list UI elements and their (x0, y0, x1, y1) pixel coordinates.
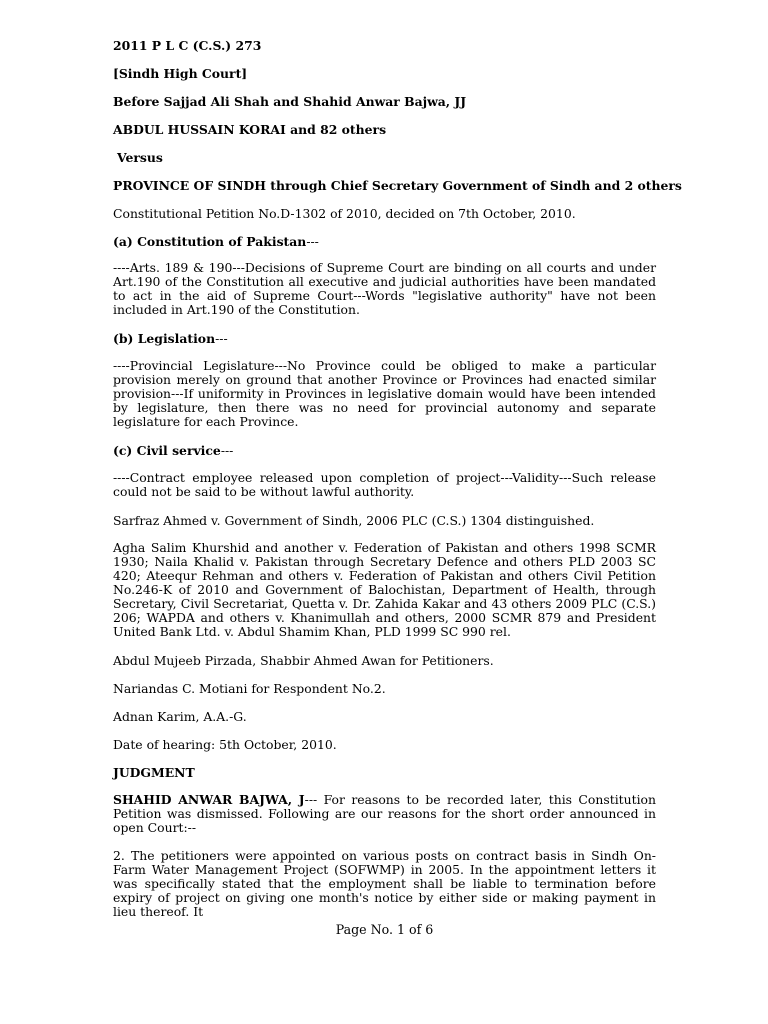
headnote-a-text: ----Arts. 189 & 190---Decisions of Supreme Court are binding on all courts and under Art.190 of the Constitution all executive and judicial authorities have been mandated to act in the aid of Supreme Court---Words "legislative authority" have not been included in Art.190 of the Constitution. (113, 260, 656, 317)
counsel-respondent: Nariandas C. Motiani for Respondent No.2. (113, 681, 386, 696)
headnote-c-text: ----Contract employee released upon completion of project---Validity---Such release could not be said to be without lawful authority. (113, 470, 656, 499)
counsel-aag: Adnan Karim, A.A.-G. (113, 709, 247, 724)
case-distinguished: Sarfraz Ahmed v. Government of Sindh, 2006 PLC (C.S.) 1304 distinguished. (113, 513, 595, 528)
counsel-petitioners: Abdul Mujeeb Pirzada, Shabbir Ahmed Awan for Petitioners. (113, 653, 494, 668)
headnote-a-dashes: --- (306, 234, 319, 249)
respondent-name: PROVINCE OF SINDH through Chief Secretary Government of Sindh and 2 others (113, 178, 682, 193)
judgment-para-1-text: --- For reasons to be recorded later, this Constitution Petition was dismissed. Following are our reasons for the short order announced in open Court:-- (113, 792, 656, 835)
hearing-date: Date of hearing: 5th October, 2010. (113, 737, 337, 752)
headnote-b-text: ----Provincial Legislature---No Province could be obliged to make a particular provision merely on ground that another Province or Provinces had enacted similar provision---If uniformity in Provinces in legislative domain would have been intended by legislature, then there was no need for provincial autonomy and separate legislature for each Province. (113, 358, 656, 429)
headnote-a-heading (113, 234, 319, 249)
versus-label: Versus (117, 150, 163, 165)
headnote-c-heading (113, 443, 233, 458)
headnote-b-dashes: --- (215, 331, 228, 346)
petitioner-name: ABDUL HUSSAIN KORAI and 82 others (113, 122, 387, 137)
judge-name: SHAHID ANWAR BAJWA, J (113, 792, 305, 807)
case-citation: 2011 P L C (C.S.) 273 (113, 38, 262, 53)
headnote-b-heading (113, 331, 228, 346)
cases-referred: Agha Salim Khurshid and another v. Federation of Pakistan and others 1998 SCMR 1930; Naila Khalid v. Pakistan through Secretary Defence and others PLD 2003 SC 420; Ateequr Rehman and others v. Federation of Pakistan and others Civil Petition No.246-K of 2010 and Government of Balochistan, Department of Health, through Secretary, Civil Secretariat, Quetta v. Dr. Zahida Kakar and 43 others 2009 PLC (C.S.) 206; WAPDA and others v. Khanimullah and others, 2000 SCMR 879 and President United Bank Ltd. v. Abdul Shamim Khan, PLD 1999 SC 990 rel. (113, 540, 656, 639)
court-name: [Sindh High Court] (113, 66, 248, 81)
judgment-para-2: 2. The petitioners were appointed on various posts on contract basis in Sindh On-Farm Water Management Project (SOFWMP) in 2005. In the appointment letters it was specifically stated that the employment shall be liable to termination before expiry of project on giving one month's notice by either side or making payment in lieu thereof. It (113, 848, 656, 919)
judgment-heading: JUDGMENT (113, 765, 195, 780)
headnote-b-title: (b) Legislation (113, 331, 216, 346)
page-number-footer: Page No. 1 of 6 (335, 922, 434, 937)
bench: Before Sajjad Ali Shah and Shahid Anwar Bajwa, JJ (113, 94, 467, 109)
petition-info: Constitutional Petition No.D-1302 of 2010, decided on 7th October, 2010. (113, 206, 576, 221)
judgment-para-1 (113, 793, 656, 835)
headnote-c-dashes: --- (220, 443, 234, 458)
headnote-a-title: (a) Constitution of Pakistan (113, 234, 307, 249)
headnote-c-title: (c) Civil service (113, 443, 221, 458)
